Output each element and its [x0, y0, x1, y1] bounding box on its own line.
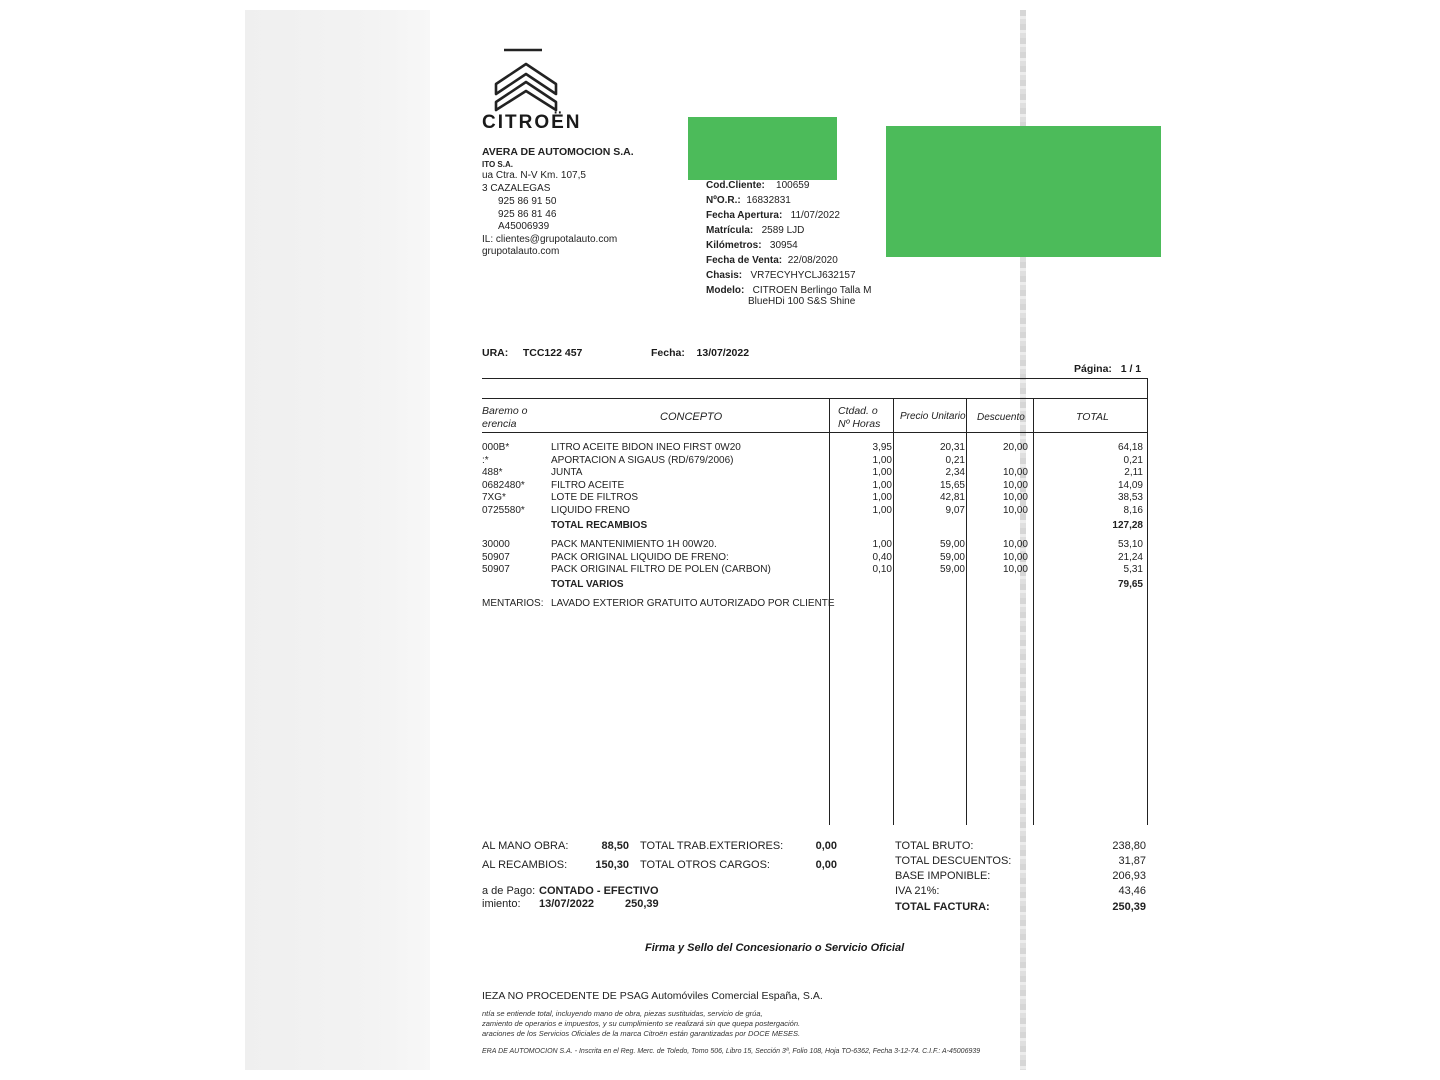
- header-ref-line1: Baremo o: [482, 405, 528, 417]
- total-varios-label: TOTAL VARIOS: [551, 579, 624, 590]
- vehicle-modelo: Modelo: CITROEN Berlingo Talla M: [706, 285, 872, 296]
- total-descuentos-value: 31,87: [1118, 855, 1146, 867]
- otros-cargos-value: 0,00: [815, 859, 837, 871]
- header-ref-line2: erencia: [482, 418, 517, 430]
- cell-total: 21,24: [1117, 551, 1143, 563]
- col-divider-precio: [966, 398, 967, 825]
- vencimiento-importe: 250,39: [625, 898, 659, 910]
- cell-concepto: PACK MANTENIMIENTO 1H 00W20.: [551, 539, 717, 550]
- cell-ref: 0725580*: [482, 504, 525, 516]
- garantia-line2: zamiento de operarios e impuestos, y su cumplimiento se realizará sin que quepa postergación.: [482, 1019, 801, 1028]
- vehicle-modelo-line2: BlueHDi 100 S&S Shine: [748, 296, 856, 307]
- trab-ext-label: TOTAL TRAB.EXTERIORES:: [640, 840, 784, 852]
- total-varios-value: 79,65: [1117, 579, 1143, 590]
- total-recambios-value: 127,28: [1112, 520, 1143, 531]
- cell-cantidad: 0,40: [872, 551, 892, 563]
- invoice-number: URA: TCC122 457: [482, 347, 583, 359]
- company-phone: 925 86 91 50: [498, 196, 557, 207]
- cell-descuento: 10,00: [1002, 539, 1028, 550]
- total-bruto-label: TOTAL BRUTO:: [895, 840, 974, 852]
- cell-concepto: FILTRO ACEITE: [551, 479, 625, 491]
- company-address: ua Ctra. N-V Km. 107,5: [482, 170, 586, 181]
- cell-precio: 42,81: [939, 492, 965, 503]
- cell-total: 14,09: [1117, 479, 1143, 491]
- vehicle-or: NºO.R.: 16832831: [706, 195, 791, 206]
- total-factura-label: TOTAL FACTURA:: [895, 901, 990, 913]
- base-imponible-value: 206,93: [1112, 870, 1146, 882]
- header-precio: Precio Unitario: [900, 411, 966, 422]
- cell-total: 38,53: [1117, 492, 1143, 503]
- garantia-line3: araciones de los Servicios Oficiales de la marca Citroën están garantizadas por DOCE MESES.: [482, 1029, 801, 1038]
- cell-ref: 488*: [482, 467, 503, 478]
- mano-obra-label: AL MANO OBRA:: [482, 840, 569, 852]
- cell-descuento: 10,00: [1002, 467, 1028, 478]
- brand-wordmark: CITROËN: [482, 112, 582, 133]
- cell-concepto: PACK ORIGINAL FILTRO DE POLEN (CARBON): [551, 564, 771, 575]
- company-city: 3 CAZALEGAS: [482, 183, 551, 194]
- redaction-box-customer: [688, 117, 837, 180]
- comentarios-text: LAVADO EXTERIOR GRATUITO AUTORIZADO POR CLIENTE: [551, 598, 835, 609]
- cell-precio: 2,34: [945, 467, 965, 478]
- header-total: TOTAL: [1076, 411, 1109, 423]
- invoice-date: Fecha: 13/07/2022: [651, 347, 750, 359]
- recambios-total-value: 150,30: [595, 859, 629, 871]
- cell-cantidad: 1,00: [872, 504, 892, 516]
- cell-ref: 0682480*: [482, 479, 525, 491]
- cell-concepto: JUNTA: [551, 467, 583, 478]
- cell-ref: :*: [482, 454, 489, 466]
- scan-shadow: [245, 10, 430, 1070]
- total-bruto-value: 238,80: [1112, 840, 1146, 852]
- col-divider-descuento: [1033, 398, 1034, 825]
- table-header-top: [482, 398, 1148, 399]
- cell-descuento: 10,00: [1002, 492, 1028, 503]
- cell-precio: 9,07: [945, 504, 965, 516]
- cell-cantidad: 3,95: [872, 442, 892, 453]
- cell-ref: 30000: [482, 539, 510, 550]
- company-email: IL: clientes@grupotalauto.com: [482, 234, 618, 245]
- company-web: grupotalauto.com: [482, 246, 560, 257]
- garantia-line1: ntía se entiende total, incluyendo mano de obra, piezas sustituidas, servicio de grúa,: [482, 1009, 763, 1018]
- cell-concepto: PACK ORIGINAL LIQUIDO DE FRENO:: [551, 551, 729, 563]
- total-descuentos-label: TOTAL DESCUENTOS:: [895, 855, 1012, 867]
- invoice-page: Página: 1 / 1: [1074, 363, 1142, 375]
- vehicle-chasis: Chasis: VR7ECYHYCLJ632157: [706, 270, 856, 281]
- cell-precio: 0,21: [945, 454, 965, 466]
- cell-precio: 59,00: [939, 564, 965, 575]
- cell-descuento: 10,00: [1002, 564, 1028, 575]
- cell-ref: 50907: [482, 564, 510, 575]
- cell-precio: 20,31: [939, 442, 965, 453]
- company-subname: ITO S.A.: [482, 160, 513, 169]
- company-name: AVERA DE AUTOMOCION S.A.: [482, 146, 634, 158]
- cell-total: 0,21: [1123, 454, 1143, 466]
- vehicle-km: Kilómetros: 30954: [706, 240, 798, 251]
- vehicle-fecha-apertura: Fecha Apertura: 11/07/2022: [706, 210, 840, 221]
- vehicle-matricula: Matrícula: 2589 LJD: [706, 225, 805, 236]
- base-imponible-label: BASE IMPONIBLE:: [895, 870, 991, 882]
- table-top-rule: [482, 378, 1148, 379]
- otros-cargos-label: TOTAL OTROS CARGOS:: [640, 859, 770, 871]
- firma-sello: Firma y Sello del Concesionario o Servicio Oficial: [645, 942, 905, 954]
- cell-total: 8,16: [1123, 504, 1143, 516]
- total-recambios-label: TOTAL RECAMBIOS: [551, 520, 648, 531]
- mano-obra-value: 88,50: [601, 840, 629, 852]
- vehicle-fecha-venta: Fecha de Venta: 22/08/2020: [706, 255, 838, 266]
- cell-cantidad: 1,00: [872, 479, 892, 491]
- cell-cantidad: 1,00: [872, 454, 892, 466]
- table-header-bottom: [482, 432, 1148, 433]
- cell-concepto: LIQUIDO FRENO: [551, 504, 630, 516]
- pieza-no-procedente: IEZA NO PROCEDENTE DE PSAG Automóviles Comercial España, S.A.: [482, 990, 823, 1002]
- cell-total: 5,31: [1123, 564, 1143, 575]
- table-right-border: [1147, 378, 1148, 825]
- recambios-total-label: AL RECAMBIOS:: [482, 859, 568, 871]
- cell-descuento: 10,00: [1002, 479, 1028, 491]
- cell-descuento: 10,00: [1002, 551, 1028, 563]
- cell-cantidad: 1,00: [872, 467, 892, 478]
- vencimiento-fecha: 13/07/2022: [539, 898, 595, 910]
- forma-pago-label: a de Pago:: [482, 885, 536, 897]
- cell-concepto: LOTE DE FILTROS: [551, 492, 639, 503]
- cell-precio: 59,00: [939, 539, 965, 550]
- cell-concepto: APORTACION A SIGAUS (RD/679/2006): [551, 454, 734, 466]
- cell-cantidad: 1,00: [872, 492, 892, 503]
- header-cantidad-line1: Ctdad. o: [838, 405, 878, 417]
- cell-ref: 000B*: [482, 442, 510, 453]
- header-descuento: Descuento: [977, 412, 1025, 423]
- cell-concepto: LITRO ACEITE BIDON INEO FIRST 0W20: [551, 442, 741, 453]
- vencimiento-label: imiento:: [482, 898, 521, 910]
- cell-ref: 7XG*: [482, 492, 506, 503]
- redaction-box-address: [886, 126, 1161, 257]
- cell-cantidad: 1,00: [872, 539, 892, 550]
- header-cantidad-line2: Nº Horas: [838, 418, 881, 430]
- citroen-chevron-logo: [490, 44, 562, 112]
- company-cif: A45006939: [498, 221, 550, 232]
- cell-total: 53,10: [1117, 539, 1143, 550]
- vehicle-cod-cliente: Cod.Cliente: 100659: [706, 180, 810, 191]
- cell-descuento: 20,00: [1002, 442, 1028, 453]
- cell-descuento: 10,00: [1002, 504, 1028, 516]
- cell-precio: 15,65: [939, 479, 965, 491]
- iva-value: 43,46: [1118, 885, 1146, 897]
- header-concepto: CONCEPTO: [660, 411, 723, 423]
- total-factura-value: 250,39: [1112, 901, 1146, 913]
- comentarios-label: MENTARIOS:: [482, 598, 544, 609]
- registro-mercantil: ERA DE AUTOMOCION S.A. - Inscrita en el Reg. Merc. de Toledo, Tomo 506, Libro 15, Sección 3ª, Folio 108, Hoja TO-6362, Fecha 3-12-74. C.I.F.: A-45006939: [482, 1048, 981, 1055]
- cell-cantidad: 0,10: [872, 564, 892, 575]
- trab-ext-value: 0,00: [815, 840, 837, 852]
- cell-total: 64,18: [1117, 442, 1143, 453]
- cell-ref: 50907: [482, 551, 510, 563]
- cell-precio: 59,00: [939, 551, 965, 563]
- company-fax: 925 86 81 46: [498, 209, 557, 220]
- cell-total: 2,11: [1124, 467, 1143, 478]
- iva-label: IVA 21%:: [895, 885, 940, 897]
- forma-pago-value: CONTADO - EFECTIVO: [539, 885, 659, 897]
